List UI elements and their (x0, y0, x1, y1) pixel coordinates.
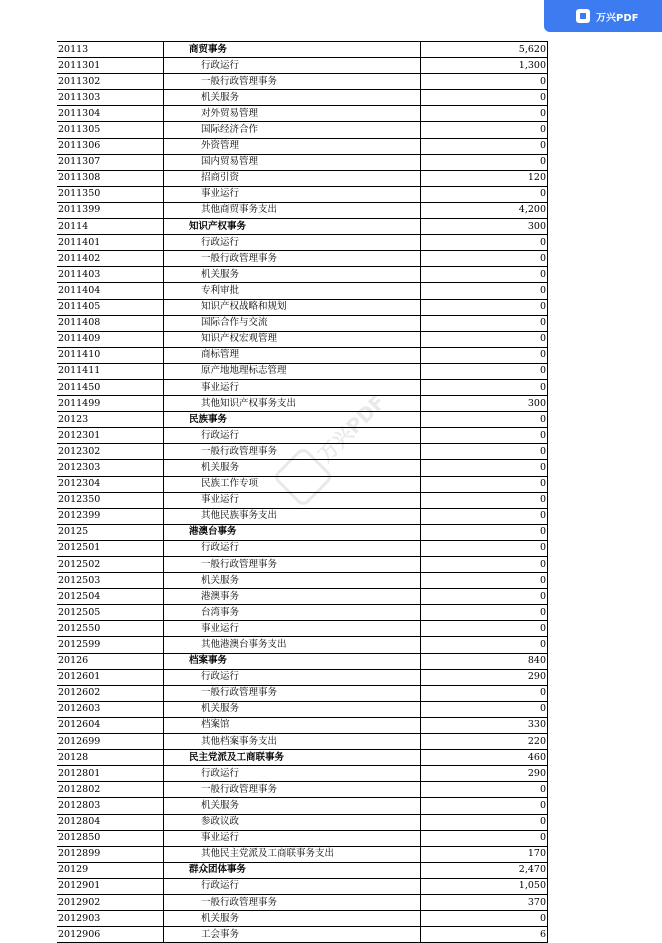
code-cell: 2012801 (57, 766, 164, 782)
value-cell: 0 (421, 138, 548, 154)
value-cell: 0 (421, 428, 548, 444)
table-row (57, 74, 548, 90)
row-label: 民族工作专项 (201, 478, 259, 490)
row-label: 行政运行 (201, 59, 240, 71)
row-label: 行政运行 (201, 236, 240, 248)
category-row (57, 862, 548, 878)
row-label: 一般行政管理事务 (201, 896, 278, 908)
name-cell (164, 476, 421, 492)
value-cell: 1,300 (421, 58, 548, 74)
table-row (57, 444, 548, 460)
code-cell: 2012301 (57, 428, 164, 444)
code-cell: 2012599 (57, 637, 164, 653)
name-cell (164, 90, 421, 106)
table-row (57, 878, 548, 894)
table-row (57, 685, 548, 701)
table-row (57, 428, 548, 444)
code-cell: 2012601 (57, 669, 164, 685)
name-cell (164, 814, 421, 830)
row-label: 行政运行 (201, 880, 240, 892)
name-cell (164, 830, 421, 846)
value-cell: 0 (421, 573, 548, 589)
value-cell: 0 (421, 637, 548, 653)
value-cell: 0 (421, 492, 548, 508)
table-row (57, 202, 548, 218)
name-cell (164, 106, 421, 122)
row-label: 对外贸易管理 (201, 107, 259, 119)
code-cell: 2012802 (57, 782, 164, 798)
table-row (57, 927, 548, 943)
row-label: 群众团体事务 (189, 864, 247, 876)
row-label: 事业运行 (201, 381, 240, 393)
table-row (57, 396, 548, 412)
row-label: 专利审批 (201, 284, 240, 296)
code-cell: 2012302 (57, 444, 164, 460)
name-cell (164, 267, 421, 283)
value-cell: 0 (421, 90, 548, 106)
name-cell (164, 412, 421, 428)
code-cell: 2012604 (57, 717, 164, 733)
code-cell: 2012906 (57, 927, 164, 943)
name-cell (164, 428, 421, 444)
code-cell: 2011301 (57, 58, 164, 74)
name-cell (164, 444, 421, 460)
value-cell: 840 (421, 653, 548, 669)
code-cell: 2011411 (57, 363, 164, 379)
row-label: 机关服务 (201, 268, 240, 280)
table-row (57, 460, 548, 476)
value-cell: 0 (421, 444, 548, 460)
table-row (57, 251, 548, 267)
code-cell: 2011402 (57, 251, 164, 267)
code-cell: 2011350 (57, 186, 164, 202)
row-label: 外资管理 (201, 140, 240, 152)
table-row (57, 814, 548, 830)
value-cell: 0 (421, 589, 548, 605)
name-cell (164, 540, 421, 556)
row-label: 事业运行 (201, 494, 240, 506)
table-row (57, 492, 548, 508)
code-cell: 2011405 (57, 299, 164, 315)
value-cell: 0 (421, 186, 548, 202)
table-row (57, 830, 548, 846)
name-cell (164, 701, 421, 717)
category-row (57, 524, 548, 540)
name-cell (164, 74, 421, 90)
name-cell (164, 58, 421, 74)
row-label: 知识产权战略和规划 (201, 301, 287, 313)
name-cell (164, 782, 421, 798)
row-label: 机关服务 (201, 91, 240, 103)
code-cell: 2011306 (57, 138, 164, 154)
value-cell: 220 (421, 734, 548, 750)
name-cell (164, 524, 421, 540)
row-label: 国际合作与交流 (201, 317, 268, 329)
value-cell: 2,470 (421, 862, 548, 878)
watermark-text: 万兴PDF (313, 389, 391, 467)
value-cell: 0 (421, 347, 548, 363)
row-label: 档案馆 (201, 719, 230, 731)
name-cell (164, 186, 421, 202)
code-cell: 2011409 (57, 331, 164, 347)
row-label: 参政议政 (201, 816, 240, 828)
code-cell: 2011303 (57, 90, 164, 106)
table-row (57, 846, 548, 862)
row-label: 国际经济合作 (201, 124, 259, 136)
value-cell: 0 (421, 605, 548, 621)
code-cell: 20113 (57, 42, 164, 58)
name-cell (164, 750, 421, 766)
value-cell: 0 (421, 814, 548, 830)
table-row (57, 299, 548, 315)
table-row (57, 331, 548, 347)
code-cell: 2012902 (57, 894, 164, 910)
table-row (57, 186, 548, 202)
table-row (57, 476, 548, 492)
value-cell: 4,200 (421, 202, 548, 218)
code-cell: 2012504 (57, 589, 164, 605)
value-cell: 0 (421, 476, 548, 492)
row-label: 机关服务 (201, 799, 240, 811)
name-cell (164, 894, 421, 910)
code-cell: 2011404 (57, 283, 164, 299)
value-cell: 170 (421, 846, 548, 862)
code-cell: 2012899 (57, 846, 164, 862)
value-cell: 0 (421, 251, 548, 267)
name-cell (164, 154, 421, 170)
pdf-logo-icon (576, 9, 590, 23)
row-label: 行政运行 (201, 542, 240, 554)
table-row (57, 283, 548, 299)
name-cell (164, 331, 421, 347)
table-row (57, 58, 548, 74)
code-cell: 2011403 (57, 267, 164, 283)
value-cell: 460 (421, 750, 548, 766)
value-cell: 0 (421, 685, 548, 701)
value-cell: 0 (421, 315, 548, 331)
code-cell: 2011401 (57, 235, 164, 251)
code-cell: 2012850 (57, 830, 164, 846)
value-cell: 0 (421, 235, 548, 251)
row-label: 一般行政管理事务 (201, 252, 278, 264)
table-row (57, 347, 548, 363)
name-cell (164, 170, 421, 186)
code-cell: 2011308 (57, 170, 164, 186)
name-cell (164, 299, 421, 315)
value-cell: 6 (421, 927, 548, 943)
value-cell: 330 (421, 717, 548, 733)
code-cell: 20128 (57, 750, 164, 766)
name-cell (164, 927, 421, 943)
row-label: 港澳事务 (201, 590, 240, 602)
value-cell: 0 (421, 701, 548, 717)
name-cell (164, 396, 421, 412)
code-cell: 2012903 (57, 911, 164, 927)
code-cell: 20125 (57, 524, 164, 540)
name-cell (164, 283, 421, 299)
row-label: 事业运行 (201, 622, 240, 634)
name-cell (164, 798, 421, 814)
name-cell (164, 621, 421, 637)
row-label: 其他商贸事务支出 (201, 204, 278, 216)
table-row (57, 669, 548, 685)
name-cell (164, 460, 421, 476)
row-label: 招商引资 (201, 172, 240, 184)
table-row (57, 621, 548, 637)
name-cell (164, 766, 421, 782)
code-cell: 20123 (57, 412, 164, 428)
value-cell: 0 (421, 154, 548, 170)
table-row (57, 573, 548, 589)
name-cell (164, 363, 421, 379)
name-cell (164, 219, 421, 235)
code-cell: 2011304 (57, 106, 164, 122)
code-cell: 2011307 (57, 154, 164, 170)
code-cell: 2011450 (57, 379, 164, 395)
value-cell: 0 (421, 299, 548, 315)
value-cell: 0 (421, 621, 548, 637)
table-row (57, 138, 548, 154)
name-cell (164, 846, 421, 862)
value-cell: 0 (421, 782, 548, 798)
value-cell: 0 (421, 267, 548, 283)
table-row (57, 766, 548, 782)
name-cell (164, 202, 421, 218)
table-row (57, 605, 548, 621)
row-label: 机关服务 (201, 461, 240, 473)
table-row (57, 557, 548, 573)
value-cell: 0 (421, 412, 548, 428)
name-cell (164, 492, 421, 508)
table-row (57, 315, 548, 331)
name-cell (164, 878, 421, 894)
name-cell (164, 379, 421, 395)
code-cell: 2011305 (57, 122, 164, 138)
name-cell (164, 589, 421, 605)
name-cell (164, 508, 421, 524)
table-row (57, 90, 548, 106)
table-row (57, 782, 548, 798)
row-label: 国内贸易管理 (201, 156, 259, 168)
name-cell (164, 862, 421, 878)
table-row (57, 106, 548, 122)
table-row (57, 235, 548, 251)
table-row (57, 911, 548, 927)
category-row (57, 412, 548, 428)
row-label: 商标管理 (201, 349, 240, 361)
code-cell: 2012503 (57, 573, 164, 589)
badge-label: 万兴PDF (596, 13, 639, 24)
code-cell: 2012505 (57, 605, 164, 621)
row-label: 事业运行 (201, 188, 240, 200)
code-cell: 2011499 (57, 396, 164, 412)
code-cell: 2012303 (57, 460, 164, 476)
code-cell: 2012502 (57, 557, 164, 573)
table-row (57, 363, 548, 379)
code-cell: 2012304 (57, 476, 164, 492)
row-label: 知识产权宏观管理 (201, 333, 278, 345)
row-label: 行政运行 (201, 429, 240, 441)
code-cell: 2012804 (57, 814, 164, 830)
name-cell (164, 251, 421, 267)
value-cell: 0 (421, 508, 548, 524)
name-cell (164, 138, 421, 154)
category-row (57, 750, 548, 766)
row-label: 事业运行 (201, 832, 240, 844)
value-cell: 0 (421, 363, 548, 379)
name-cell (164, 573, 421, 589)
code-cell: 20126 (57, 653, 164, 669)
row-label: 一般行政管理事务 (201, 783, 278, 795)
value-cell: 0 (421, 379, 548, 395)
budget-table-body (57, 42, 548, 943)
table-row (57, 154, 548, 170)
value-cell: 0 (421, 122, 548, 138)
value-cell: 120 (421, 170, 548, 186)
code-cell: 2012602 (57, 685, 164, 701)
code-cell: 2011410 (57, 347, 164, 363)
table-row (57, 540, 548, 556)
row-label: 档案事务 (189, 655, 228, 667)
row-label: 知识产权事务 (189, 220, 247, 232)
value-cell: 0 (421, 524, 548, 540)
row-label: 行政运行 (201, 671, 240, 683)
name-cell (164, 122, 421, 138)
table-row (57, 508, 548, 524)
name-cell (164, 42, 421, 58)
table-row (57, 734, 548, 750)
name-cell (164, 235, 421, 251)
value-cell: 0 (421, 283, 548, 299)
row-label: 工会事务 (201, 928, 240, 940)
value-cell: 300 (421, 219, 548, 235)
row-label: 其他港澳台事务支出 (201, 639, 287, 651)
value-cell: 290 (421, 766, 548, 782)
value-cell: 0 (421, 798, 548, 814)
table-row (57, 170, 548, 186)
table-row (57, 894, 548, 910)
name-cell (164, 637, 421, 653)
name-cell (164, 911, 421, 927)
code-cell: 2012699 (57, 734, 164, 750)
row-label: 原产地地理标志管理 (201, 365, 287, 377)
value-cell: 300 (421, 396, 548, 412)
value-cell: 0 (421, 830, 548, 846)
name-cell (164, 653, 421, 669)
code-cell: 2012399 (57, 508, 164, 524)
row-label: 一般行政管理事务 (201, 445, 278, 457)
value-cell: 0 (421, 460, 548, 476)
row-label: 行政运行 (201, 767, 240, 779)
code-cell: 2012550 (57, 621, 164, 637)
row-label: 其他知识产权事务支出 (201, 397, 297, 409)
row-label: 其他民主党派及工商联事务支出 (201, 848, 335, 860)
name-cell (164, 315, 421, 331)
row-label: 其他档案事务支出 (201, 735, 278, 747)
code-cell: 2012350 (57, 492, 164, 508)
value-cell: 1,050 (421, 878, 548, 894)
name-cell (164, 605, 421, 621)
name-cell (164, 347, 421, 363)
row-label: 其他民族事务支出 (201, 510, 278, 522)
category-row (57, 653, 548, 669)
table-row (57, 637, 548, 653)
row-label: 商贸事务 (189, 43, 228, 55)
table-row (57, 267, 548, 283)
row-label: 机关服务 (201, 912, 240, 924)
row-label: 台湾事务 (201, 606, 240, 618)
code-cell: 2012501 (57, 540, 164, 556)
row-label: 民族事务 (189, 413, 228, 425)
value-cell: 370 (421, 894, 548, 910)
value-cell: 0 (421, 331, 548, 347)
category-row (57, 42, 548, 58)
code-cell: 2011302 (57, 74, 164, 90)
code-cell: 2012901 (57, 878, 164, 894)
name-cell (164, 717, 421, 733)
name-cell (164, 669, 421, 685)
code-cell: 2012803 (57, 798, 164, 814)
table-row (57, 798, 548, 814)
budget-table (57, 41, 548, 943)
row-label: 一般行政管理事务 (201, 75, 278, 87)
code-cell: 20114 (57, 219, 164, 235)
name-cell (164, 685, 421, 701)
code-cell: 2011399 (57, 202, 164, 218)
code-cell: 2012603 (57, 701, 164, 717)
name-cell (164, 734, 421, 750)
value-cell: 0 (421, 911, 548, 927)
row-label: 民主党派及工商联事务 (189, 751, 285, 763)
row-label: 一般行政管理事务 (201, 687, 278, 699)
row-label: 港澳台事务 (189, 526, 237, 538)
table-row (57, 589, 548, 605)
row-label: 一般行政管理事务 (201, 558, 278, 570)
value-cell: 5,620 (421, 42, 548, 58)
value-cell: 290 (421, 669, 548, 685)
value-cell: 0 (421, 74, 548, 90)
table-row (57, 701, 548, 717)
row-label: 机关服务 (201, 574, 240, 586)
value-cell: 0 (421, 106, 548, 122)
code-cell: 2011408 (57, 315, 164, 331)
name-cell (164, 557, 421, 573)
value-cell: 0 (421, 540, 548, 556)
table-row (57, 717, 548, 733)
row-label: 机关服务 (201, 703, 240, 715)
value-cell: 0 (421, 557, 548, 573)
category-row (57, 219, 548, 235)
pdf-brand-badge[interactable] (544, 0, 662, 32)
table-row (57, 122, 548, 138)
table-row (57, 379, 548, 395)
code-cell: 20129 (57, 862, 164, 878)
